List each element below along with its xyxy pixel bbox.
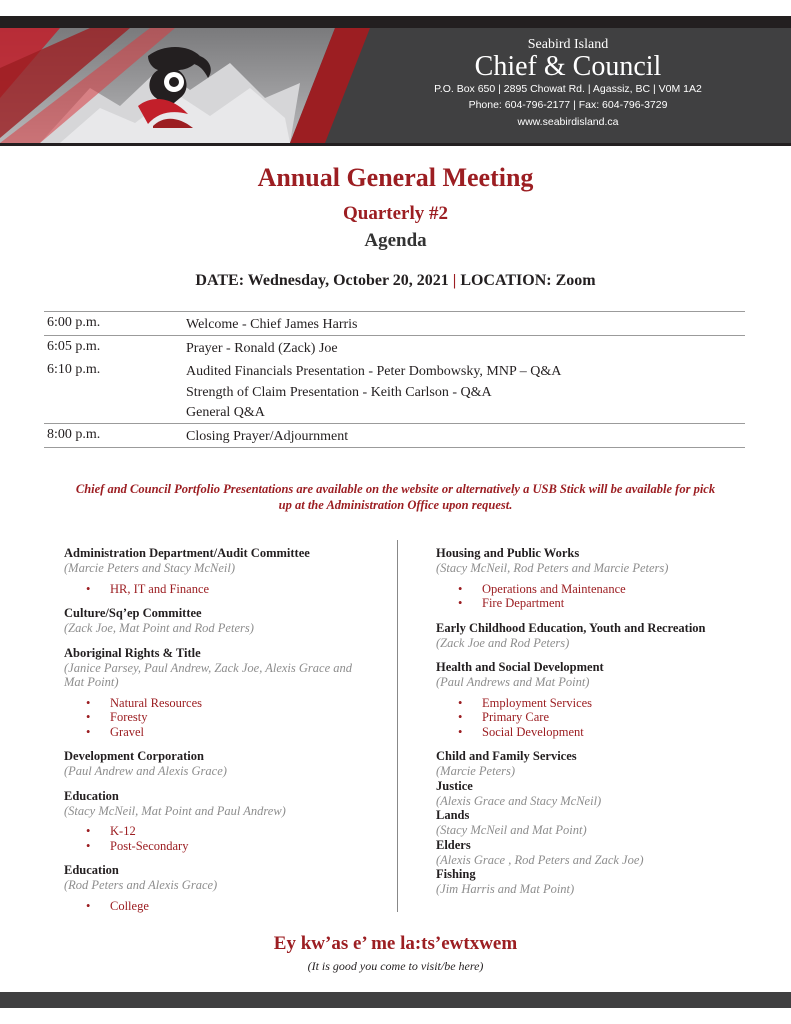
list-item: • Foresty xyxy=(86,710,374,725)
portfolio-notice: Chief and Council Portfolio Presentations are available on the website or alternatively a USB Stick will be available for pick up at the Administration Office upon request. xyxy=(75,482,716,512)
portfolio-head: Education xyxy=(64,788,119,803)
portfolio-head: Early Childhood Education, Youth and Recreation xyxy=(436,620,706,635)
list-item: • Post-Secondary xyxy=(86,839,374,854)
closing-translation: (It is good you come to visit/be here) xyxy=(307,959,484,973)
list-item: • Gravel xyxy=(86,725,374,740)
portfolio-members: (Stacy McNeil, Mat Point and Paul Andrew) xyxy=(64,803,286,818)
column-divider xyxy=(397,540,398,912)
portfolio-head: Administration Department/Audit Committee xyxy=(64,546,310,560)
website-link[interactable]: www.seabirdisland.ca xyxy=(517,116,619,128)
agenda-item: General Q&A xyxy=(186,405,265,420)
agenda-time: 8:00 p.m. xyxy=(47,427,101,442)
portfolio-head: Health and Social Development xyxy=(436,660,604,674)
portfolio-list xyxy=(86,696,374,740)
page-subtitle: Quarterly #2 xyxy=(342,203,448,224)
seabird-logo-icon xyxy=(118,36,218,136)
agenda-item: Prayer - Ronald (Zack) Joe xyxy=(186,341,338,356)
portfolio-head: Aboriginal Rights & Title xyxy=(64,645,201,660)
portfolio-head: Housing and Public Works xyxy=(436,546,580,560)
portfolio-column-left xyxy=(64,546,374,923)
top-border xyxy=(0,16,791,28)
portfolio-members: (Paul Andrews and Mat Point) xyxy=(436,675,590,689)
agenda-item: Welcome - Chief James Harris xyxy=(186,317,358,332)
portfolio-members: (Marcie Peters and Stacy McNeil) xyxy=(64,561,236,575)
list-item: • Fire Department xyxy=(458,596,756,611)
list-item: • K-12 xyxy=(86,824,374,839)
portfolio-members: (Jim Harris and Mat Point) xyxy=(436,882,575,896)
portfolio-members: (Alexis Grace and Stacy McNeil) xyxy=(436,793,602,808)
meeting-location: LOCATION: Zoom xyxy=(460,272,596,289)
portfolio-members: (Rod Peters and Alexis Grace) xyxy=(64,878,218,892)
agenda-row xyxy=(44,311,745,335)
portfolio-head: Child and Family Services xyxy=(436,749,577,763)
portfolio-head: Development Corporation xyxy=(64,749,204,763)
list-item: • HR, IT and Finance xyxy=(86,582,374,597)
meeting-info xyxy=(0,272,791,290)
portfolio-list xyxy=(86,582,374,597)
meeting-date: DATE: Wednesday, October 20, 2021 xyxy=(195,272,449,289)
page-title: Annual General Meeting xyxy=(257,163,534,192)
agenda-item: Audited Financials Presentation - Peter Dombowsky, MNP – Q&A xyxy=(186,364,562,379)
portfolio-members: (Zack Joe and Rod Peters) xyxy=(436,635,570,650)
meeting-separator: | xyxy=(452,272,457,289)
footer-bar xyxy=(0,992,791,1008)
portfolio-members: (Zack Joe, Mat Point and Rod Peters) xyxy=(64,621,254,635)
header-bottom-border xyxy=(0,143,791,146)
portfolio-section xyxy=(436,749,756,779)
portfolio-members: (Alexis Grace , Rod Peters and Zack Joe) xyxy=(436,852,644,867)
list-item: • Natural Resources xyxy=(86,696,374,711)
list-item: • Operations and Maintenance xyxy=(458,582,756,597)
portfolio-list xyxy=(458,696,756,740)
org-name-small: Seabird Island xyxy=(527,37,609,52)
agenda-row xyxy=(44,360,745,423)
portfolio-members: (Janice Parsey, Paul Andrew, Zack Joe, Alexis Grace and Mat Point) xyxy=(64,660,353,689)
portfolio-section xyxy=(64,546,374,596)
portfolio-head: Culture/Sq’ep Committee xyxy=(64,606,202,620)
portfolio-section xyxy=(64,606,374,636)
portfolio-section xyxy=(64,789,374,854)
portfolio-section xyxy=(436,660,756,739)
agenda-row xyxy=(44,423,745,448)
agenda-table xyxy=(44,311,745,448)
portfolio-head: Elders xyxy=(436,837,471,852)
portfolio-members: (Marcie Peters) xyxy=(436,764,516,778)
agenda-time: 6:00 p.m. xyxy=(47,315,101,330)
portfolio-section xyxy=(436,867,756,897)
portfolio-section xyxy=(436,808,756,838)
portfolio-section xyxy=(64,646,374,740)
portfolio-section xyxy=(64,749,374,779)
org-title: Chief & Council xyxy=(474,51,662,82)
list-item: • Primary Care xyxy=(458,710,756,725)
portfolio-section xyxy=(436,838,756,868)
list-item: • Employment Services xyxy=(458,696,756,711)
portfolio-section xyxy=(436,621,756,651)
portfolio-column-right xyxy=(436,546,756,897)
portfolio-head: Justice xyxy=(436,778,473,793)
list-item: • College xyxy=(86,899,374,914)
portfolio-list xyxy=(458,582,756,611)
portfolio-section xyxy=(436,546,756,611)
portfolio-list xyxy=(86,824,374,853)
closing-phrase: Ey kw’as e’ me la:ts’ewtxwem xyxy=(273,933,518,954)
agenda-row xyxy=(44,335,745,360)
list-item: • Social Development xyxy=(458,725,756,740)
portfolio-head: Fishing xyxy=(436,867,476,881)
portfolio-section xyxy=(436,779,756,809)
agenda-heading: Agenda xyxy=(364,230,427,251)
portfolio-list xyxy=(86,899,374,914)
letterhead-banner xyxy=(0,28,791,143)
portfolio-section xyxy=(64,863,374,913)
agenda-item: Strength of Claim Presentation - Keith Carlson - Q&A xyxy=(186,384,492,400)
agenda-time: 6:05 p.m. xyxy=(47,339,101,354)
phone-fax: Phone: 604-796-2177 | Fax: 604-796-3729 xyxy=(468,99,668,111)
portfolio-head: Education xyxy=(64,863,119,877)
portfolio-head: Lands xyxy=(436,808,470,822)
portfolio-members: (Paul Andrew and Alexis Grace) xyxy=(64,764,227,778)
address: P.O. Box 650 | 2895 Chowat Rd. | Agassiz, BC | V0M 1A2 xyxy=(434,83,702,95)
agenda-time: 6:10 p.m. xyxy=(47,362,101,377)
portfolio-members: (Stacy McNeil, Rod Peters and Marcie Peters) xyxy=(436,561,669,575)
agenda-item: Closing Prayer/Adjournment xyxy=(186,429,349,444)
portfolio-members: (Stacy McNeil and Mat Point) xyxy=(436,823,587,837)
